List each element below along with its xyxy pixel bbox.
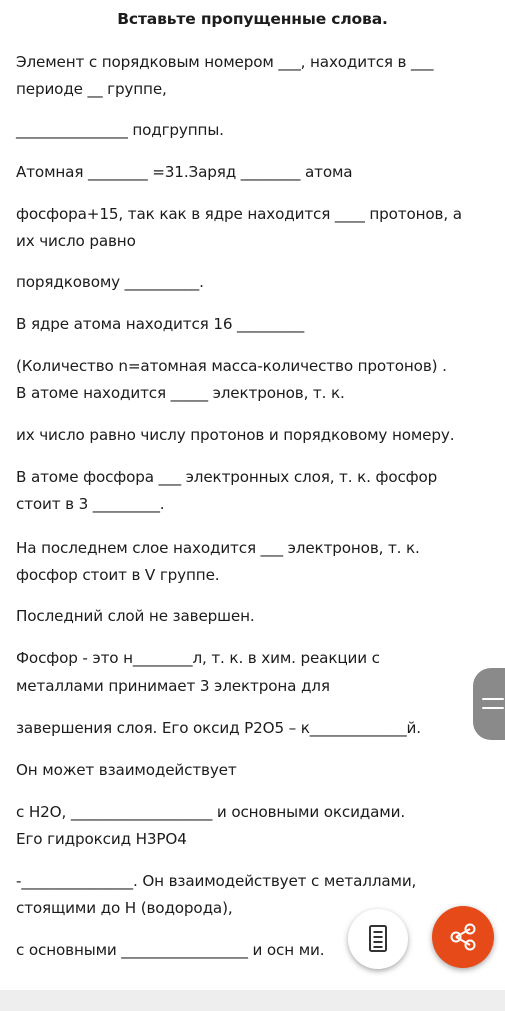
document-title: Вставьте пропущенные слова.	[117, 10, 388, 28]
text-line: Его гидроксид H3PO4	[16, 830, 187, 848]
text-line: В ядре атома находится 16 _________	[16, 315, 305, 333]
text-line: с H2O, ___________________ и основными оксидами.	[16, 803, 406, 821]
document-icon	[348, 909, 408, 969]
text-line: порядковому __________.	[16, 273, 204, 291]
share-icon	[432, 906, 494, 968]
scroll-handle[interactable]	[473, 668, 505, 740]
text-line: периоде __ группе,	[16, 80, 167, 98]
text-line: металлами принимает 3 электрона для	[16, 677, 330, 695]
text-line: _______________ подгруппы.	[16, 121, 224, 139]
text-line: На последнем слое находится ___ электронов, т. к.	[16, 539, 420, 557]
document-button[interactable]	[348, 909, 408, 969]
text-line: стоящими до Н (водорода),	[16, 899, 233, 917]
text-line: их число равно числу протонов и порядковому номеру.	[16, 426, 455, 444]
share-button[interactable]	[432, 906, 494, 968]
bottom-bar	[0, 990, 505, 1011]
text-line: В атоме фосфора ___ электронных слоя, т. к. фосфор	[16, 468, 438, 486]
text-line: завершения слоя. Его оксид P2O5 – к_____________й.	[16, 719, 421, 737]
text-line: Последний слой не завершен.	[16, 607, 255, 625]
text-line: Он может взаимодействует	[16, 761, 237, 779]
text-line: с основными _________________ и осн ми.	[16, 941, 325, 959]
text-line: В атоме находится _____ электронов, т. к.	[16, 384, 345, 402]
text-line: фосфора+15, так как в ядре находится ____ протонов, а	[16, 205, 462, 223]
text-line: (Количество n=атомная масса-количество протонов) .	[16, 357, 447, 375]
text-line: фосфор стоит в V группе.	[16, 566, 220, 584]
text-line: их число равно	[16, 232, 136, 250]
text-line: стоит в 3 _________.	[16, 495, 165, 513]
text-line: Атомная ________ =31.Заряд ________ атома	[16, 163, 353, 181]
text-line: -_______________. Он взаимодействует с металлами,	[16, 872, 417, 890]
text-line: Элемент с порядковым номером ___, находится в ___	[16, 53, 434, 71]
text-line: Фосфор - это н________л, т. к. в хим. реакции с	[16, 649, 380, 667]
